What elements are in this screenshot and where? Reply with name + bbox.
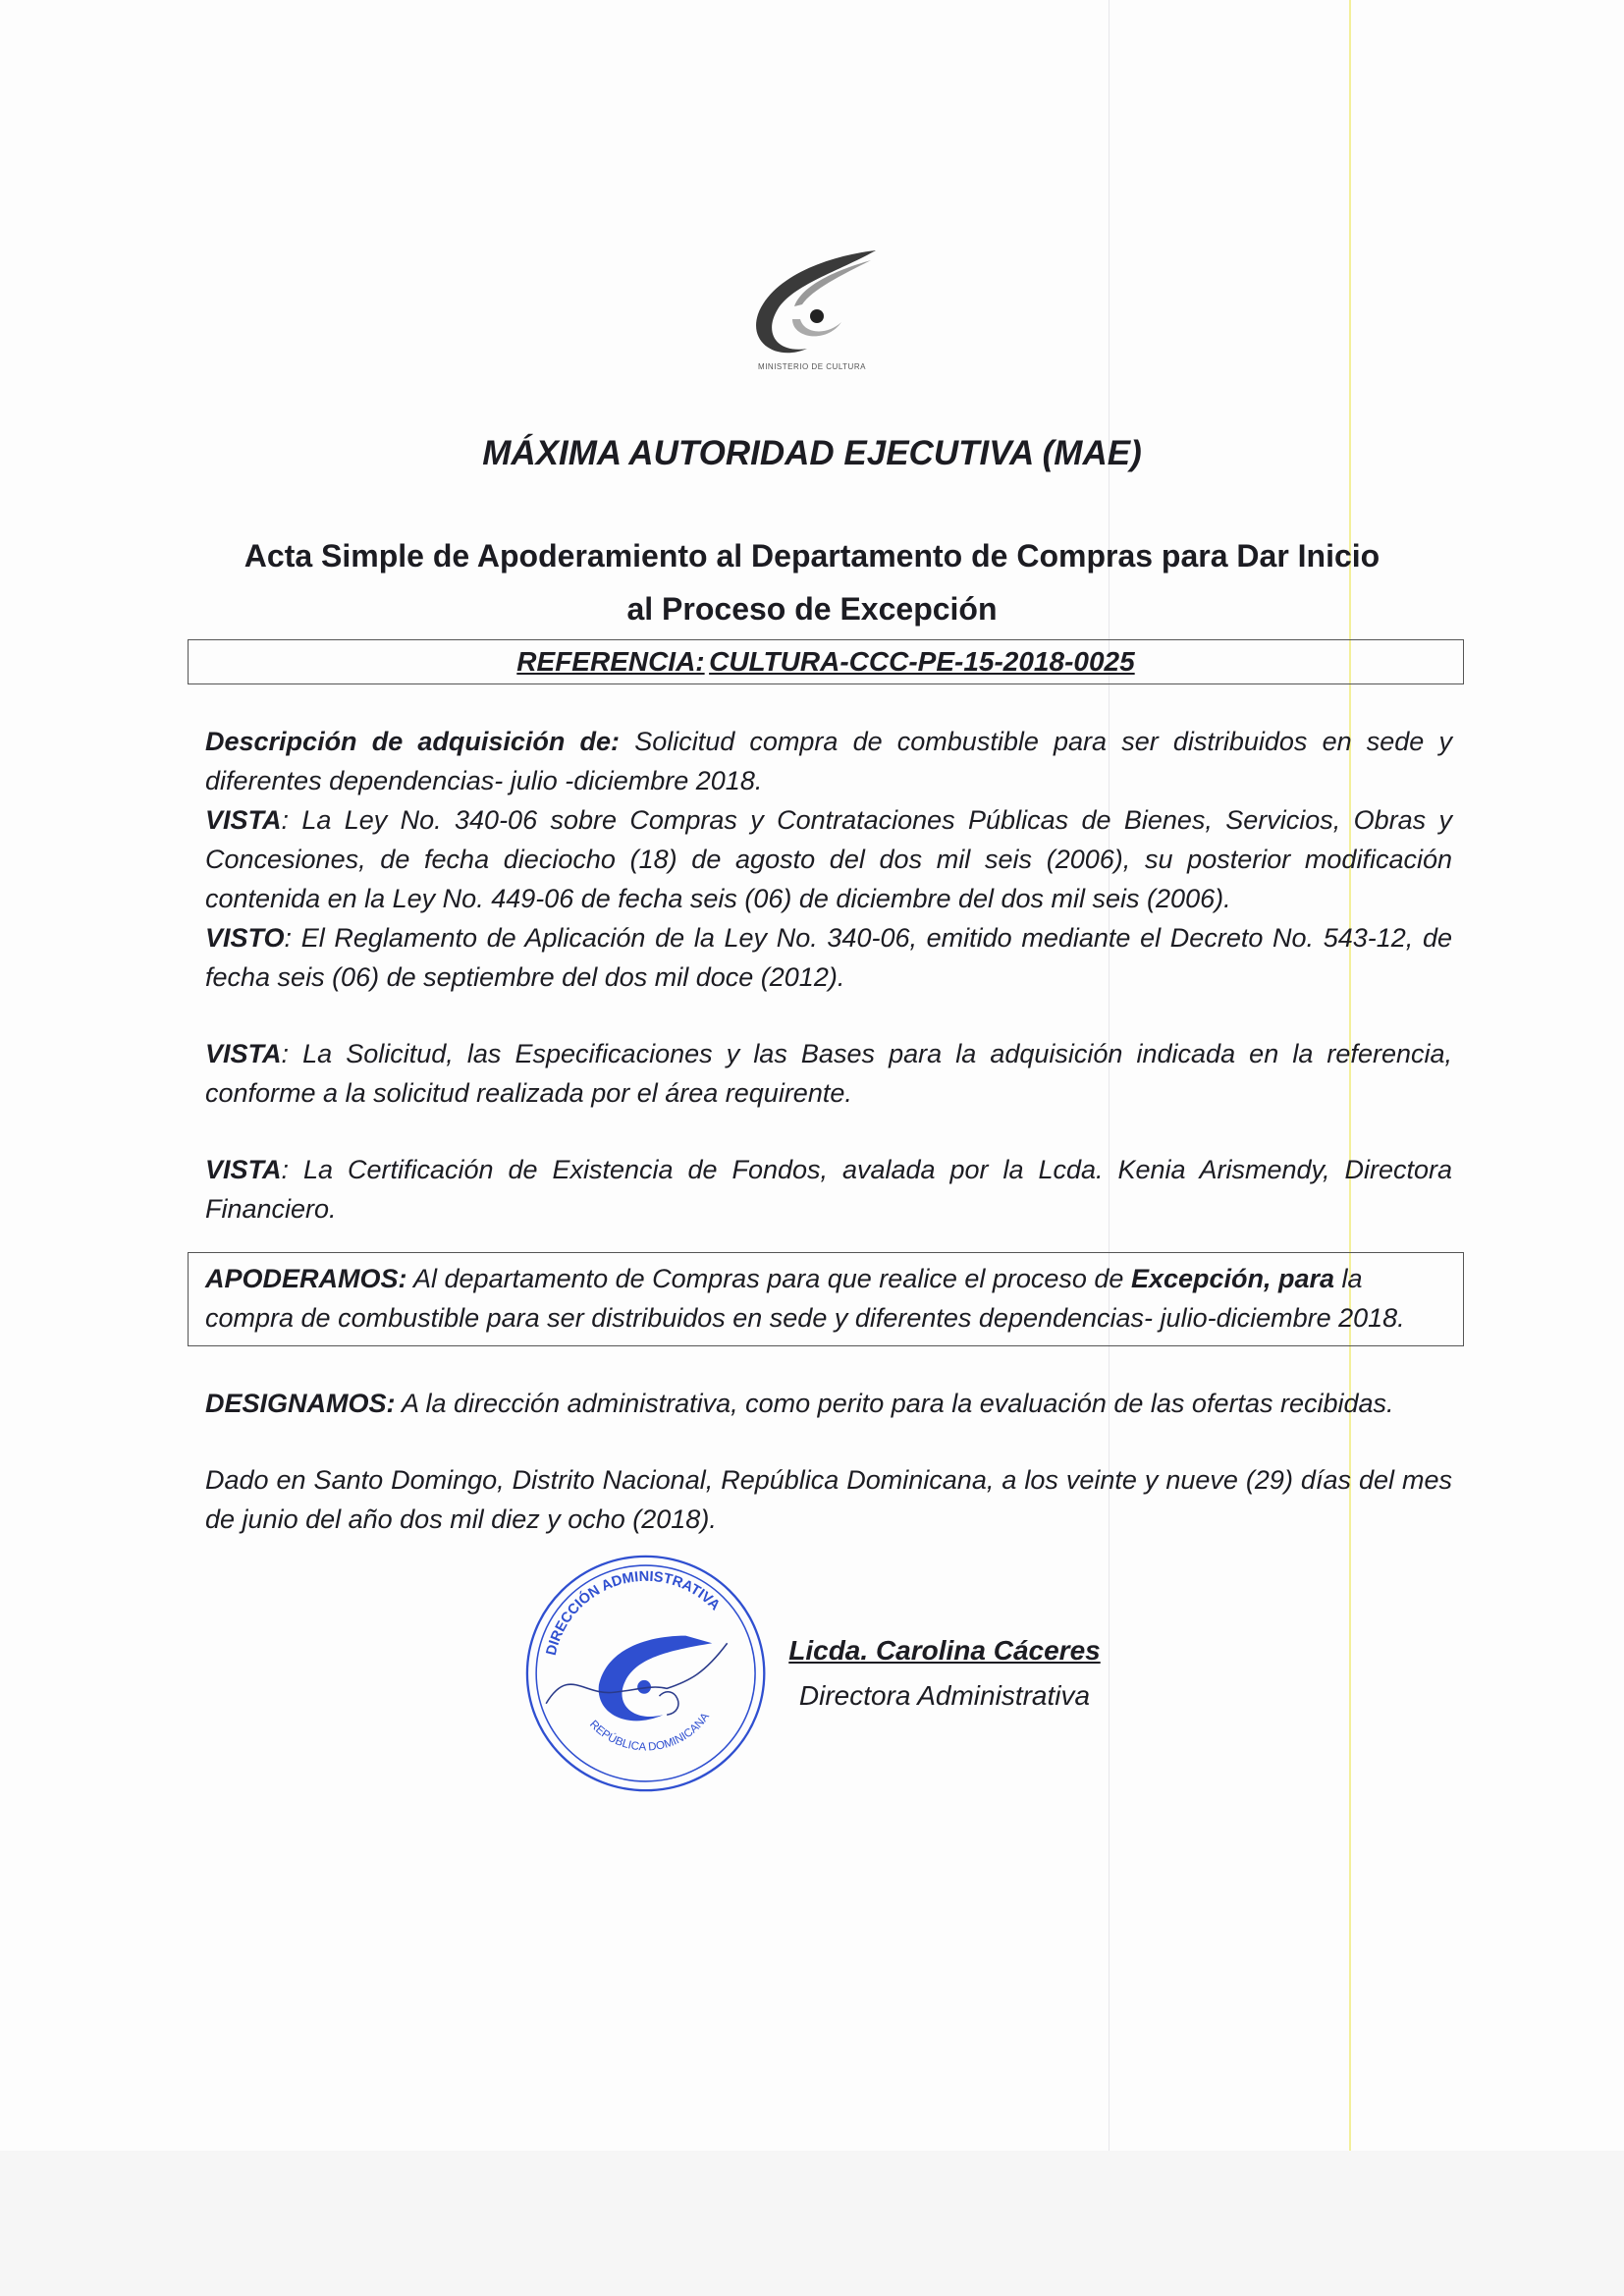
vista1-text: : La Ley No. 340-06 sobre Compras y Contrataciones Públicas de Bienes, Servicios, Obras y Concesiones, de fecha dieciocho (18) de agosto del dos mil seis (2006), su posterior modificación contenida en la Ley No. 449-06 de fecha seis (06) de diciembre del dos mil seis (2006). <box>205 805 1452 913</box>
apoderamos-text-1: Al departamento de Compras para que realice el proceso de <box>406 1264 1131 1293</box>
ministerio-cultura-logo <box>733 246 891 378</box>
vista3-label: VISTA <box>205 1155 282 1184</box>
apoderamos-paragraph <box>205 1259 1446 1338</box>
apoderamos-label: APODERAMOS: <box>205 1264 407 1293</box>
apoderamos-text-2: la compra de combustible para ser distribuidos en sede y diferentes dependencias- julio-diciembre 2018. <box>205 1264 1405 1333</box>
stamp-top-text: DIRECCIÓN ADMINISTRATIVA <box>543 1568 724 1658</box>
signatory-name: Licda. Carolina Cáceres <box>788 1635 1101 1666</box>
stamp-icon <box>523 1553 769 1794</box>
signatory-role: Directora Administrativa <box>798 1680 1091 1711</box>
reference-value: CULTURA-CCC-PE-15-2018-0025 <box>709 646 1135 677</box>
apoderamos-bold: Excepción, para <box>1130 1264 1335 1293</box>
vista1-label: VISTA <box>205 805 282 835</box>
descripcion-text: Solicitud compra de combustible para ser distribuidos en sede y diferentes dependencias- julio -diciembre 2018. <box>205 727 1452 795</box>
descripcion-label: Descripción de adquisición de: <box>205 727 621 756</box>
descripcion-paragraph <box>205 722 1452 997</box>
logo-org-text: MINISTERIO DE CULTURA <box>758 362 866 371</box>
scan-bottom-band <box>0 2151 1624 2296</box>
visto-label: VISTO <box>205 923 285 953</box>
apoderamos-box <box>188 1252 1464 1346</box>
official-stamp <box>523 1553 769 1794</box>
dado-paragraph: Dado en Santo Domingo, Distrito Nacional, República Dominicana, a los veinte y nueve (29) días del mes de junio del año dos mil diez y ocho (2018). <box>205 1465 1452 1534</box>
vista2-label: VISTA <box>205 1039 282 1068</box>
vista3-paragraph <box>205 1150 1452 1229</box>
heading-line-1: Acta Simple de Apoderamiento al Departamento de Compras para Dar Inicio <box>244 538 1380 574</box>
vista2-text: : La Solicitud, las Especificaciones y las Bases para la adquisición indicada en la referencia, conforme a la solicitud realizada por el área requirente. <box>205 1039 1452 1108</box>
visto-text: : El Reglamento de Aplicación de la Ley No. 340-06, emitido mediante el Decreto No. 543-12, de fecha seis (06) de septiembre del dos mil doce (2012). <box>205 923 1452 992</box>
vista3-text: : La Certificación de Existencia de Fondos, avalada por la Lcda. Kenia Arismendy, Directora Financiero. <box>205 1155 1452 1224</box>
reference-label: REFERENCIA: <box>516 646 705 677</box>
document-title: MÁXIMA AUTORIDAD EJECUTIVA (MAE) <box>482 434 1142 472</box>
heading-line-2: al Proceso de Excepción <box>626 591 998 627</box>
signature-block <box>788 1628 1100 1719</box>
reference-box <box>188 639 1464 684</box>
stamp-bottom-text: REPÚBLICA DOMINICANA <box>587 1711 713 1754</box>
designamos-label: DESIGNAMOS: <box>205 1389 396 1418</box>
vista2-paragraph <box>205 1034 1452 1113</box>
signature-area <box>0 1553 1624 1794</box>
designamos-paragraph <box>205 1384 1452 1423</box>
designamos-text: A la dirección administrativa, como perito para la evaluación de las ofertas recibidas. <box>395 1389 1394 1418</box>
logo-icon <box>733 246 891 363</box>
